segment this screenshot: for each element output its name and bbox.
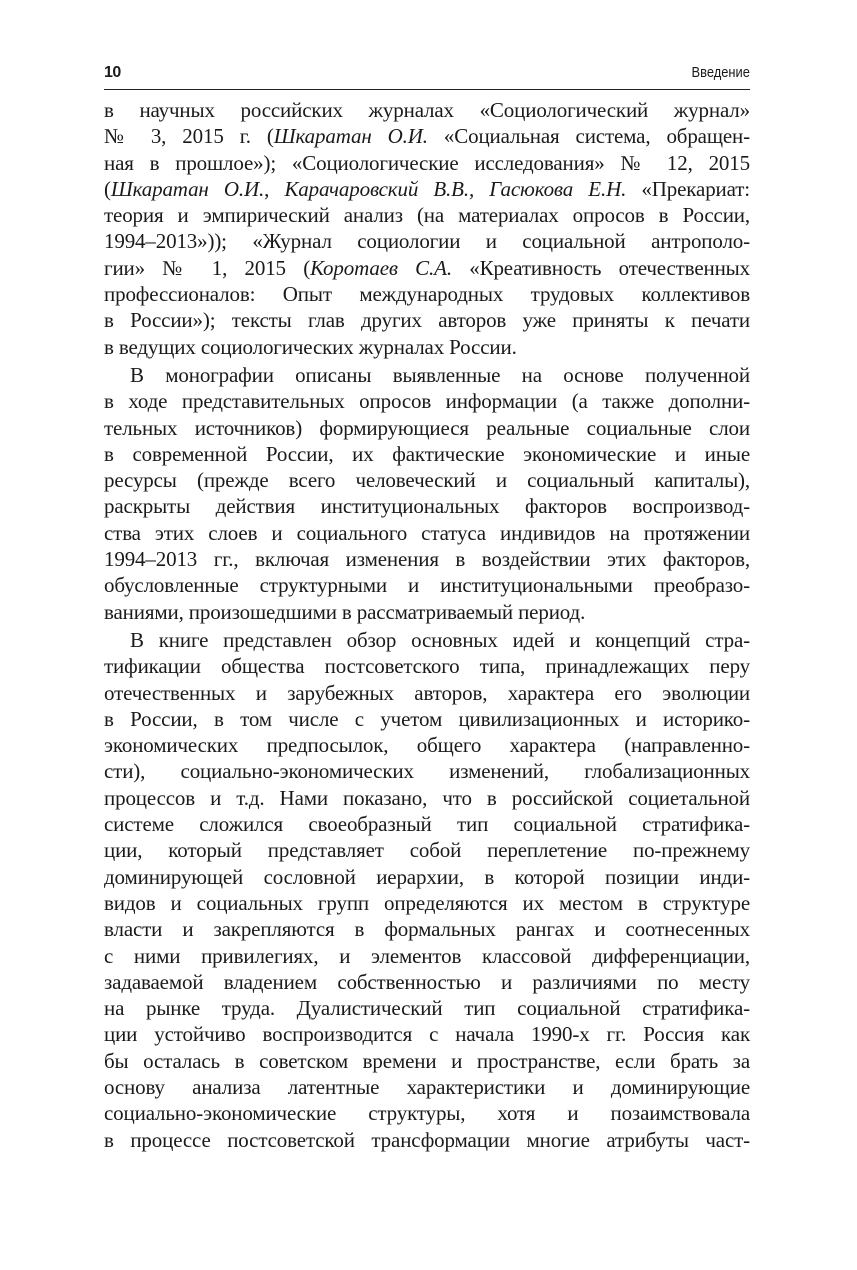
text-line: на рынке труда. Дуалистический тип социальной стратифика- (104, 996, 750, 1021)
text-line: социально-экономические структуры, хотя и позаимствовала (104, 1101, 750, 1126)
text-line: ваниями, произошедшими в рассматриваемый период. (104, 599, 586, 624)
text-line: обусловленные структурными и институциональными преобразо- (104, 573, 750, 598)
text-line: ции, который представляет собой переплетение по-прежнему (104, 838, 750, 863)
text-line: в России»); тексты глав других авторов уже приняты к печати (104, 308, 750, 333)
body-text (104, 97, 750, 1153)
page-header (104, 64, 750, 86)
text-line: видов и социальных групп определяются их местом в структуре (104, 890, 750, 915)
text-line: ства этих слоев и социального статуса индивидов на протяжении (104, 520, 750, 545)
text-line: профессионалов: Опыт международных трудовых коллективов (104, 282, 750, 307)
text-line: № 3, 2015 г. (Шкаратан О.И. «Социальная система, обращен- (104, 124, 750, 149)
text-line: В книге представлен обзор основных идей и концепций стра- (130, 627, 750, 652)
text-line: 1994–2013»)); «Журнал социологии и социальной антрополо- (104, 229, 750, 254)
text-line: в процессе постсоветской трансформации многие атрибуты част- (104, 1127, 750, 1152)
running-title: Введение (691, 64, 750, 81)
text-line: с ними привилегиях, и элементов классовой дифференциации, (104, 943, 750, 968)
text-line: раскрыты действия институциональных факторов воспроизвод- (104, 494, 750, 519)
text-line: экономических предпосылок, общего характера (направленно- (104, 733, 750, 758)
text-line: гии» № 1, 2015 (Коротаев С.А. «Креативность отечественных (104, 255, 750, 280)
text-line: в ходе представительных опросов информации (а также дополни- (104, 389, 750, 414)
text-line: процессов и т.д. Нами показано, что в российской социетальной (104, 785, 750, 810)
text-line: 1994–2013 гг., включая изменения в воздействии этих факторов, (104, 547, 750, 572)
text-line: отечественных и зарубежных авторов, характера его эволюции (104, 680, 750, 705)
text-line: ная в прошлое»); «Социологические исследования» № 12, 2015 (104, 150, 750, 175)
text-line: бы осталась в советском времени и пространстве, если брать за (104, 1048, 750, 1073)
text-line: системе сложился своеобразный тип социальной стратифика- (104, 812, 750, 837)
text-line: ресурсы (прежде всего человеческий и социальный капиталы), (104, 468, 750, 493)
page-number: 10 (104, 64, 121, 81)
text-line: ции устойчиво воспроизводится с начала 1990-х гг. Россия как (104, 1022, 750, 1047)
text-line: в России, в том числе с учетом цивилизационных и историко- (104, 706, 750, 731)
text-line: теория и эмпирический анализ (на материалах опросов в России, (104, 203, 750, 228)
text-line: (Шкаратан О.И., Карачаровский В.В., Гасюкова Е.Н. «Прекариат: (104, 176, 750, 201)
header-rule (104, 89, 750, 90)
text-line: власти и закрепляются в формальных рангах и соотнесенных (104, 917, 750, 942)
text-line: доминирующей сословной иерархии, в которой позиции инди- (104, 864, 750, 889)
text-line: В монографии описаны выявленные на основе полученной (130, 362, 750, 387)
text-line: задаваемой владением собственностью и различиями по месту (104, 969, 750, 994)
text-line: сти), социально-экономических изменений, глобализационных (104, 759, 750, 784)
text-line: тификации общества постсоветского типа, принадлежащих перу (104, 654, 750, 679)
text-line: тельных источников) формирующиеся реальные социальные слои (104, 415, 750, 440)
text-line: в научных российских журналах «Социологический журнал» (104, 98, 750, 122)
text-line: в ведущих социологических журналах России. (104, 334, 517, 359)
text-line: в современной России, их фактические экономические и иные (104, 441, 750, 466)
text-line: основу анализа латентные характеристики и доминирующие (104, 1074, 750, 1099)
